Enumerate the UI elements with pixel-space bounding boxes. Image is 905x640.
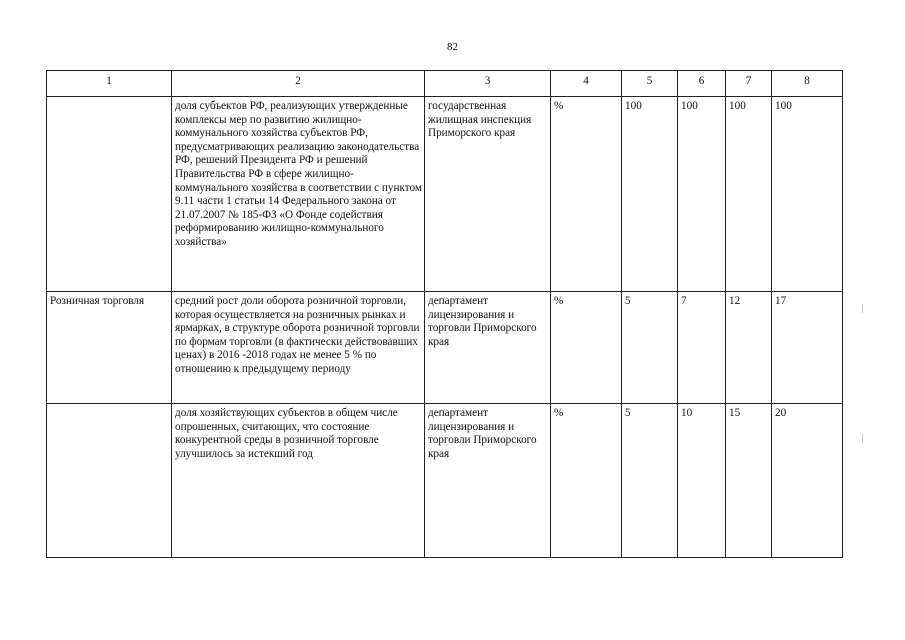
- responsible-cell: департамент лицензирования и торговли Приморского края: [425, 292, 551, 404]
- value-cell-6: 7: [678, 292, 726, 404]
- table-row: [47, 97, 843, 292]
- unit-cell: %: [551, 97, 622, 292]
- column-header-6: 6: [678, 71, 726, 97]
- value-cell-5: 100: [622, 97, 678, 292]
- responsible-cell: департамент лицензирования и торговли Приморского края: [425, 404, 551, 558]
- page-number: 82: [447, 41, 458, 53]
- value-cell-6: 10: [678, 404, 726, 558]
- value-cell-8: 100: [772, 97, 843, 292]
- column-header-3: 3: [425, 71, 551, 97]
- unit-cell: %: [551, 292, 622, 404]
- area-cell: [47, 97, 172, 292]
- column-header-5: 5: [622, 71, 678, 97]
- unit-cell: %: [551, 404, 622, 558]
- value-cell-7: 100: [726, 97, 772, 292]
- area-cell: Розничная торговля: [47, 292, 172, 404]
- value-cell-6: 100: [678, 97, 726, 292]
- value-cell-7: 12: [726, 292, 772, 404]
- indicators-table: [46, 70, 843, 558]
- table-row: [47, 292, 843, 404]
- table-row: [47, 404, 843, 558]
- responsible-cell: государственная жилищная инспекция Приморского края: [425, 97, 551, 292]
- value-cell-8: 20: [772, 404, 843, 558]
- column-header-4: 4: [551, 71, 622, 97]
- value-cell-8: 17: [772, 292, 843, 404]
- column-header-7: 7: [726, 71, 772, 97]
- scan-artifact: [862, 304, 863, 313]
- indicator-cell: доля субъектов РФ, реализующих утвержденные комплексы мер по развитию жилищно-коммунального хозяйства субъектов РФ, предусматривающих реализацию законодательства РФ, решений Президента РФ и решений Правительства РФ в сфере жилищно-коммунального хозяйства в соответствии с пунктом 9.11 части 1 статьи 14 Федерального закона от 21.07.2007 № 185-ФЗ «О Фонде содействия реформированию жилищно-коммунального хозяйства»: [172, 97, 425, 292]
- value-cell-5: 5: [622, 292, 678, 404]
- column-header-8: 8: [772, 71, 843, 97]
- value-cell-5: 5: [622, 404, 678, 558]
- scan-artifact: [862, 434, 863, 443]
- indicator-cell: средний рост доли оборота розничной торговли, которая осуществляется на розничных рынках и ярмарках, в структуре оборота розничной торговли по формам торговли (в фактически действовавших ценах) в 2016 -2018 годах не менее 5 % по отношению к предыдущему периоду: [172, 292, 425, 404]
- area-cell: [47, 404, 172, 558]
- value-cell-7: 15: [726, 404, 772, 558]
- column-header-1: 1: [47, 71, 172, 97]
- table-header-row: [47, 71, 843, 97]
- column-header-2: 2: [172, 71, 425, 97]
- indicator-cell: доля хозяйствующих субъектов в общем числе опрошенных, считающих, что состояние конкурентной среды в розничной торговле улучшилось за истекший год: [172, 404, 425, 558]
